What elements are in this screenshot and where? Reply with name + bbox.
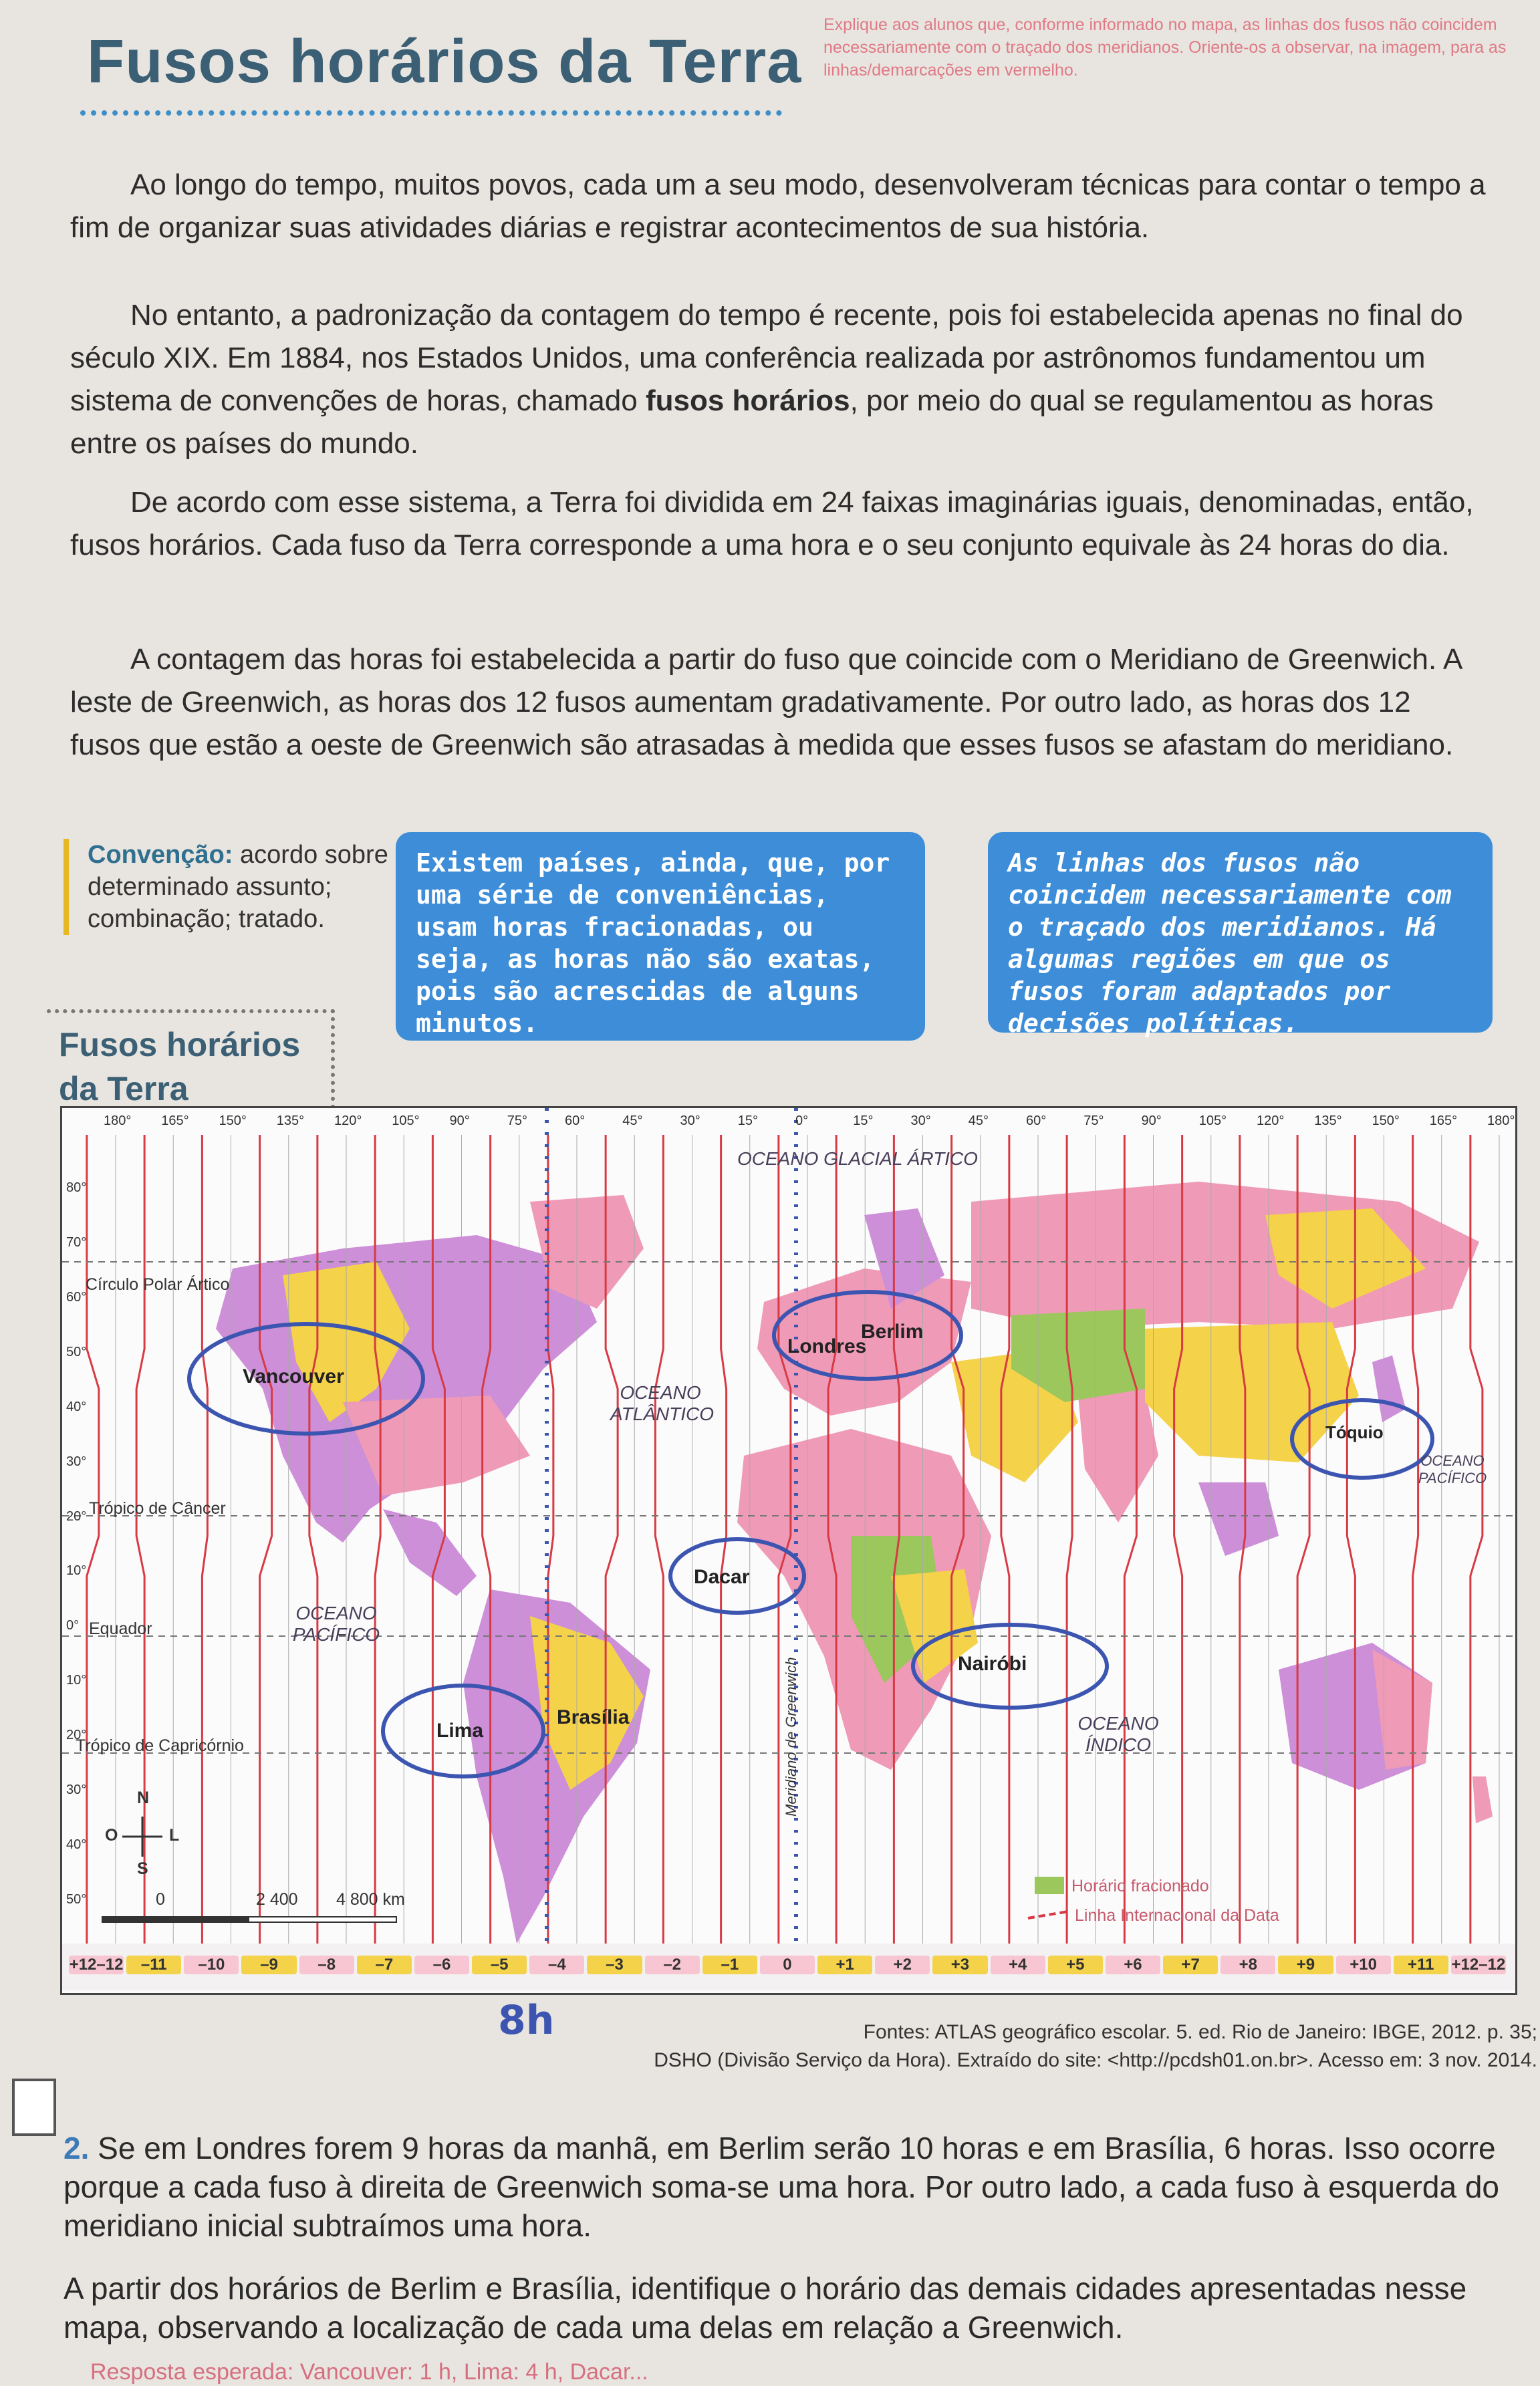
map-graphic [62, 1108, 1515, 1993]
compass-south: S [137, 1859, 148, 1878]
zone-number-label: –7 [357, 1956, 412, 1974]
longitude-label: 30° [910, 1113, 931, 1128]
glossary-term: Convenção: [88, 841, 233, 869]
zone-number-label: +12–12 [69, 1956, 124, 1974]
longitude-label: 165° [1429, 1113, 1458, 1128]
latitude-label: 0° [66, 1618, 80, 1633]
compass-east: L [169, 1826, 180, 1845]
zone-number-label: –3 [587, 1956, 642, 1974]
source-line-1: Fontes: ATLAS geográfico escolar. 5. ed. Rio de Janeiro: IBGE, 2012. p. 35; [863, 2021, 1537, 2043]
label-arctic-circle: Círculo Polar Ártico [86, 1275, 230, 1294]
zone-number-label: +11 [1394, 1956, 1448, 1974]
label-greenwich-meridian: Meridiano de Greenwich [783, 1657, 799, 1817]
zone-number-label: –8 [299, 1956, 354, 1974]
longitude-label: 150° [1372, 1113, 1400, 1128]
time-zone-map [60, 1106, 1517, 1995]
handwritten-note: 8h [498, 1997, 555, 2044]
city-dacar: Dacar [694, 1566, 750, 1588]
legend-fractional-swatch [1035, 1877, 1064, 1894]
longitude-label: 105° [392, 1113, 420, 1128]
callout-political-zones: As linhas dos fusos não coincidem necessariamente com o traçado dos meridianos. Há algumas regiões em que os fusos foram adaptados por decisões políticas. [988, 832, 1493, 1033]
paragraph-2-end: , por meio do qual se regulamentou as horas entre os países do mundo. [70, 384, 1434, 460]
latitude-label: 40° [66, 1399, 87, 1414]
latitude-label: 80° [66, 1180, 87, 1195]
latitude-label: 10° [66, 1563, 87, 1579]
zone-number-label: +6 [1106, 1956, 1160, 1974]
zone-number-label: +8 [1221, 1956, 1275, 1974]
teacher-note: Explique aos alunos que, conforme informado no mapa, as linhas dos fusos não coincidem necessariamente com o traçado dos meridianos. Oriente-os a observar, na imagem, para as linhas/demarcações em vermelho. [823, 15, 1507, 80]
label-tropic-cancer: Trópico de Câncer [89, 1499, 226, 1518]
latitude-label: 30° [66, 1454, 87, 1469]
question-2-part-2: A partir dos horários de Berlim e Brasília, identifique o horário das demais cidades apresentadas nesse mapa, observando a localização de cada uma delas em relação a Greenwich. [63, 2271, 1467, 2345]
longitude-label: 60° [1026, 1113, 1047, 1128]
latitude-label: 50° [66, 1892, 87, 1907]
label-atlantic-ocean: OCEANO ATLÂNTICO [610, 1382, 715, 1424]
zone-number-label: +12–12 [1451, 1956, 1506, 1974]
zone-number-label: +10 [1336, 1956, 1391, 1974]
longitude-label: 150° [219, 1113, 247, 1128]
callout-fractional-hours: Existem países, ainda, que, por uma série de conveniências, usam horas fracionadas, ou seja, as horas não são exatas, pois são acrescidas de alguns minutos. [396, 832, 925, 1041]
term-fusos-horarios: fusos horários [645, 384, 850, 417]
title-divider [80, 110, 782, 116]
longitude-label: 90° [449, 1113, 470, 1128]
longitude-label: 60° [565, 1113, 586, 1128]
paragraph-2-start: No entanto, a padronização da contagem do tempo é recente, pois foi estabelecida apenas no final do século XIX. Em 1884, nos Estados Unidos, uma conferência realizada por astrônomos fundamentou um sistema de convenções de horas, chamado [70, 299, 1463, 417]
zone-number-label: +5 [1048, 1956, 1103, 1974]
longitude-label: 45° [622, 1113, 643, 1128]
glossary-definition: acordo sobre determinado assunto; combinação; tratado. [88, 841, 388, 933]
legend-dateline-label: Linha Internacional da Data [1075, 1906, 1279, 1925]
longitude-label: 135° [1314, 1113, 1342, 1128]
longitude-label: 45° [968, 1113, 989, 1128]
latitude-label: 20° [66, 1728, 87, 1743]
label-equator: Equador [89, 1619, 152, 1638]
question-2-part-1 [63, 2129, 1521, 2245]
city-nairobi: Nairóbi [958, 1653, 1027, 1675]
latitude-label: 70° [66, 1234, 87, 1250]
map-title [59, 1023, 300, 1111]
longitude-label: 180° [1487, 1113, 1515, 1128]
answer-checkbox[interactable] [12, 2079, 56, 2136]
zone-number-label: –2 [645, 1956, 700, 1974]
latitude-label: 30° [66, 1782, 87, 1798]
zone-number-label: +1 [817, 1956, 872, 1974]
city-brasilia: Brasília [557, 1706, 630, 1728]
zone-number-label: –5 [472, 1956, 527, 1974]
scale-label-2400: 2 400 [256, 1890, 298, 1909]
zone-number-label: –6 [414, 1956, 469, 1974]
longitude-label: 120° [334, 1113, 362, 1128]
question-number: 2. [63, 2131, 90, 2165]
longitude-label: 0° [795, 1113, 809, 1128]
city-berlim: Berlim [861, 1321, 924, 1343]
paragraph-3: De acordo com esse sistema, a Terra foi dividida em 24 faixas imaginárias iguais, denominadas, então, fusos horários. Cada fuso da Terra corresponde a uma hora e o seu conjunto equivale às 24 horas do dia. [70, 486, 1474, 561]
zone-number-label: –1 [702, 1956, 757, 1974]
glossary-box [63, 839, 395, 935]
paragraph-1: Ao longo do tempo, muitos povos, cada um a seu modo, desenvolveram técnicas para contar o tempo a fim de organizar suas atividades diárias e registrar acontecimentos de sua história. [70, 168, 1486, 244]
longitude-label: 180° [104, 1113, 132, 1128]
zone-number-label: +3 [932, 1956, 987, 1974]
compass-north: N [137, 1788, 150, 1807]
zone-number-label: –9 [241, 1956, 296, 1974]
legend-fractional-label: Horário fracionado [1071, 1877, 1209, 1895]
scale-label-4800: 4 800 km [336, 1890, 405, 1909]
zone-number-label: 0 [760, 1956, 815, 1974]
latitude-label: 40° [66, 1837, 87, 1853]
latitude-label: 50° [66, 1344, 87, 1359]
longitude-label: 15° [853, 1113, 874, 1128]
page-title: Fusos horários da Terra [87, 27, 802, 96]
scale-label-0: 0 [156, 1890, 165, 1909]
map-title-line-1: Fusos horários [59, 1026, 301, 1063]
compass-west: O [105, 1826, 118, 1845]
zone-number-label: +4 [991, 1956, 1045, 1974]
label-indian-ocean: OCEANO ÍNDICO [1077, 1713, 1159, 1755]
longitude-label: 135° [276, 1113, 305, 1128]
label-pacific-ocean-east: OCEANO PACÍFICO [1418, 1452, 1487, 1486]
longitude-label: 90° [1141, 1113, 1162, 1128]
zone-number-label: –10 [184, 1956, 239, 1974]
label-arctic-ocean: OCEANO GLACIAL ÁRTICO [737, 1148, 978, 1169]
zone-number-label: +7 [1163, 1956, 1218, 1974]
city-lima: Lima [436, 1720, 484, 1742]
longitude-label: 30° [680, 1113, 700, 1128]
zone-number-label: –11 [126, 1956, 181, 1974]
zone-number-label: +9 [1278, 1956, 1333, 1974]
city-vancouver: Vancouver [243, 1365, 344, 1387]
latitude-label: 20° [66, 1508, 87, 1524]
longitude-label: 165° [161, 1113, 189, 1128]
longitude-label: 15° [737, 1113, 758, 1128]
zone-number-label: +2 [875, 1956, 930, 1974]
map-sources [281, 2018, 1537, 2075]
longitude-label: 75° [507, 1113, 527, 1128]
expected-answer: Resposta esperada: Vancouver: 1 h, Lima: 4 h, Dacar... [90, 2359, 648, 2385]
map-title-line-2: da Terra [59, 1070, 188, 1107]
city-londres: Londres [787, 1335, 867, 1357]
question-text-1: Se em Londres forem 9 horas da manhã, em Berlim serão 10 horas e em Brasília, 6 horas. Isso ocorre porque a cada fuso à direita de Greenwich soma-se uma hora. Por outro lado, a cada fuso à esquerda do meridiano inicial subtraímos uma hora. [63, 2131, 1499, 2243]
latitude-label: 60° [66, 1289, 87, 1305]
city-toquio: Tóquio [1325, 1422, 1384, 1442]
scale-bar-fill [102, 1917, 249, 1922]
paragraph-2 [70, 294, 1487, 465]
label-tropic-capricorn: Trópico de Capricórnio [76, 1736, 244, 1755]
paragraph-4: A contagem das horas foi estabelecida a partir do fuso que coincide com o Meridiano de Greenwich. A leste de Greenwich, as horas dos 12 fusos aumentam gradativamente. Por outro lado, as horas dos 12 fusos que estão a oeste de Greenwich são atrasadas à medida que esses fusos se afastam do meridiano. [70, 643, 1461, 761]
label-pacific-ocean-west: OCEANO PACÍFICO [292, 1603, 380, 1645]
latitude-label: 10° [66, 1673, 87, 1688]
source-line-2: DSHO (Divisão Serviço da Hora). Extraído do site: <http://pcdsh01.on.br>. Acesso em: 3 nov. 2014. [654, 2049, 1537, 2071]
longitude-label: 120° [1257, 1113, 1285, 1128]
longitude-label: 75° [1083, 1113, 1104, 1128]
longitude-label: 105° [1198, 1113, 1227, 1128]
zone-number-label: –4 [529, 1956, 584, 1974]
